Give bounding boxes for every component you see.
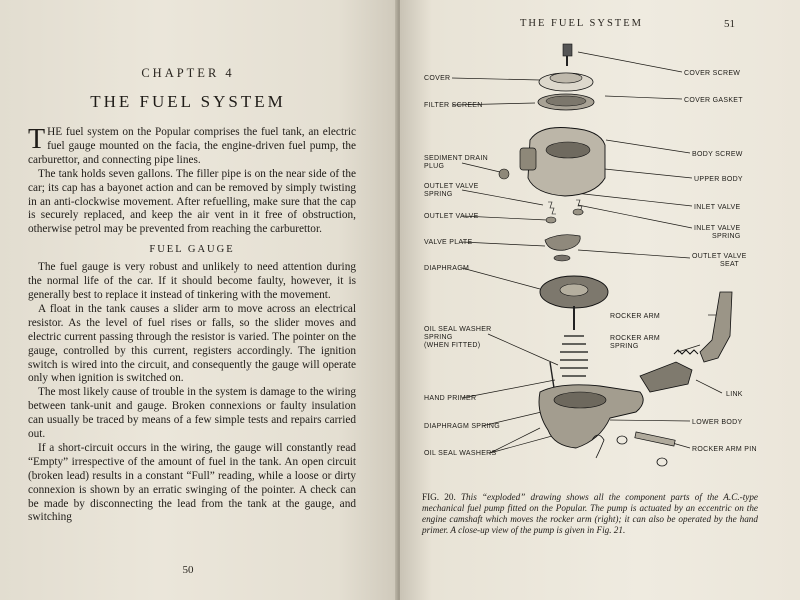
paragraph-short-circuit: If a short-circuit occurs in the wiring, the gauge will constantly read “Empty” irrespective of the amount of fuel in the tank. An open circuit (broken lead) results in a constant “Full” reading, while a loose or dirty connexion is shown by an erratic swinging of the pointer. A check can be made by disconnecting the lead from the tank at the gauge, and switching [28, 441, 356, 524]
figure-caption-text: This “exploded” drawing shows all the component parts of the A.C.-type mechanical fuel pump fitted on the Popular. The pump is actuated by an eccentric on the engine camshaft which moves the rocker arm (right); it can also be operated by the hand primer. A close-up view of the pump is given in Fig. 21. [422, 492, 758, 535]
label-inlet-valve: INLET VALVE [694, 204, 741, 211]
lower-body-part [539, 385, 643, 448]
label-outlet-valve-spring-2: SPRING [424, 191, 453, 198]
figure-number: FIG. 20. [422, 492, 456, 502]
paragraph-gauge: The fuel gauge is very robust and unlikely to need attention during the normal life of the car. If it should become faulty, however, it is generally best to replace it instead of tinkering with the movement. [28, 261, 356, 301]
label-diaphragm-spring: DIAPHRAGM SPRING [424, 423, 500, 430]
label-outlet-valve-spring: OUTLET VALVE [424, 183, 479, 190]
label-body-screw: BODY SCREW [692, 151, 743, 158]
upper-body-part [499, 128, 605, 197]
label-upper-body: UPPER BODY [694, 176, 743, 183]
valve-plate-part [545, 235, 580, 261]
body-text [28, 126, 356, 525]
cover-screw-part [563, 44, 572, 66]
right-page [400, 0, 800, 600]
figure-caption [422, 492, 758, 536]
label-outlet-valve: OUTLET VALVE [424, 213, 479, 220]
label-oil-seal-washer-spring: OIL SEAL WASHER [424, 326, 492, 333]
paragraph-trouble: The most likely cause of trouble in the system is damage to the wiring between tank-unit and gauge. Broken connexions or faulty insulation can usually be traced by means of a few simple tests and repairs carried out. [28, 386, 356, 441]
running-head: THE FUEL SYSTEM [520, 18, 643, 29]
page-number-left: 50 [182, 564, 194, 576]
label-outlet-valve-seat-2: SEAT [720, 261, 739, 268]
label-diaphragm: DIAPHRAGM [424, 265, 470, 272]
paragraph-intro [28, 126, 356, 168]
label-oil-seal-washers: OIL SEAL WASHERS [424, 450, 497, 457]
label-rocker-arm-spring-2: SPRING [610, 343, 639, 350]
paragraph-intro-text: HE fuel system on the Popular comprises the fuel tank, an electric fuel gauge mounted on the facia, the engine-driven fuel pump, the carburettor, and connecting pipe lines. [28, 126, 356, 166]
label-oil-seal-washer-spring-2: SPRING [424, 334, 453, 341]
label-hand-primer: HAND PRIMER [424, 395, 477, 402]
label-sediment-drain-plug: SEDIMENT DRAIN [424, 155, 488, 162]
label-rocker-arm-spring: ROCKER ARM [610, 335, 661, 342]
filter-screen-part [538, 94, 594, 110]
rocker-arm-pin-part [635, 432, 675, 446]
valve-parts [546, 200, 584, 223]
drop-cap: T [28, 124, 46, 155]
page-number-right: 51 [724, 18, 735, 30]
diaphragm-spring-part [560, 336, 588, 376]
rocker-arm-spring-part [674, 350, 698, 354]
chapter-number: CHAPTER 4 [141, 66, 235, 80]
diaphragm-part [540, 276, 608, 330]
label-inlet-valve-spring-2: SPRING [712, 233, 741, 240]
left-page [0, 0, 398, 600]
label-link: LINK [726, 391, 743, 398]
label-rocker-arm: ROCKER ARM [610, 313, 661, 320]
label-sediment-drain-plug-2: PLUG [424, 163, 445, 170]
label-inlet-valve-spring: INLET VALVE [694, 225, 741, 232]
chapter-title: THE FUEL SYSTEM [90, 92, 286, 111]
cover-part [539, 73, 593, 91]
label-cover-screw: COVER SCREW [684, 70, 741, 77]
label-oil-seal-washer-spring-3: (WHEN FITTED) [424, 342, 481, 349]
label-rocker-arm-pin: ROCKER ARM PIN [692, 446, 757, 453]
label-valve-plate: VALVE PLATE [424, 239, 473, 246]
section-heading: FUEL GAUGE [149, 244, 235, 256]
paragraph-tank: The tank holds seven gallons. The filler pipe is on the near side of the car; its cap has a bayonet action and can be removed by simply twisting in an anti-clockwise movement. After refuelling, make sure that the cap is securely replaced, and keep the air vent in it free of obstruction, otherwise petrol may be prevented from reaching the carburettor. [28, 167, 356, 236]
label-lower-body: LOWER BODY [692, 419, 743, 426]
label-cover-gasket: COVER GASKET [684, 97, 743, 104]
label-cover: COVER [424, 75, 451, 82]
label-filter-screen: FILTER SCREEN [424, 102, 483, 109]
rocker-arm-part [700, 292, 732, 362]
link-part [640, 362, 692, 392]
paragraph-float: A float in the tank causes a slider arm to move across an electrical resistor. As the level of fuel rises or falls, so the slider moves and electric current passing through the resistor is varied. The pointer on the gauge, controlled by this current, registers accordingly. The ignition switch is wired into the circuit, and consequently the gauge will operate only when ignition is switched on. [28, 302, 356, 385]
label-outlet-valve-seat: OUTLET VALVE [692, 253, 747, 260]
